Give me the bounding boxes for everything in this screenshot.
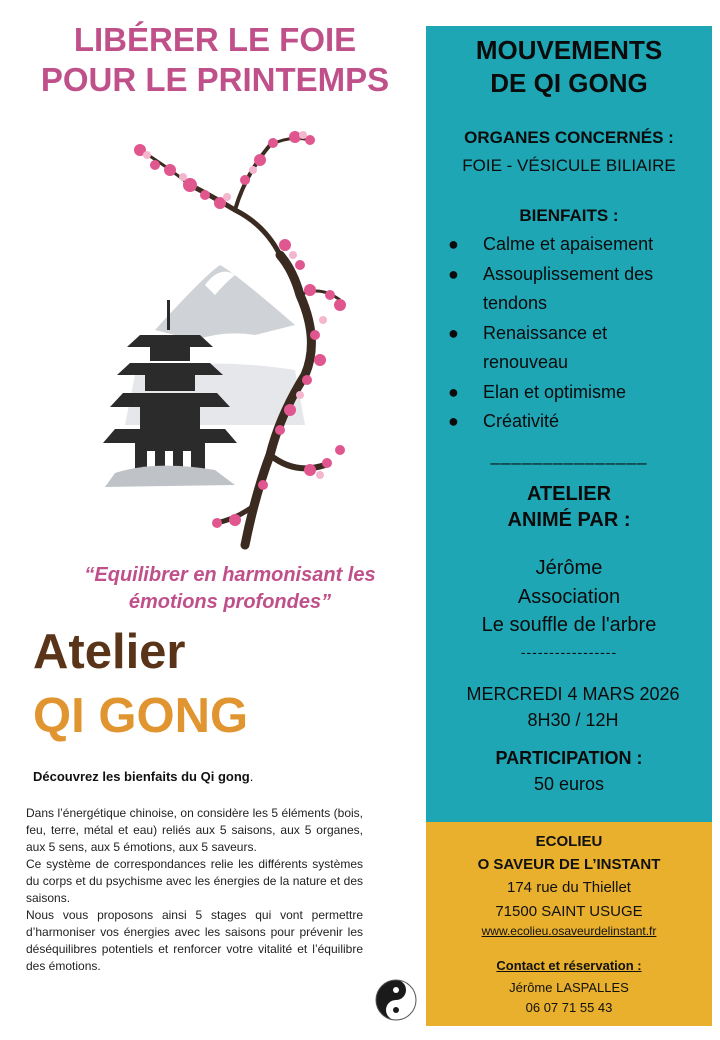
contact-phone[interactable]: 06 07 71 55 43 bbox=[525, 1000, 613, 1015]
participation-heading: PARTICIPATION : bbox=[495, 748, 643, 768]
organs-value: FOIE - VÉSICULE BILIAIRE bbox=[462, 156, 676, 175]
panel-title-line-1: MOUVEMENTS bbox=[475, 35, 663, 65]
benefit-item bbox=[448, 230, 708, 260]
quote-line-1: “Equilibrer en harmonisant les bbox=[84, 564, 376, 586]
discover-line bbox=[33, 769, 253, 784]
benefit-text: renouveau bbox=[483, 352, 569, 372]
contact-details bbox=[426, 978, 712, 1018]
animator-line-1: Jérôme bbox=[535, 557, 603, 579]
bullet-dot-icon: ● bbox=[448, 263, 459, 284]
benefit-text: tendons bbox=[483, 293, 548, 313]
qigong-heading: QI GONG bbox=[33, 689, 249, 743]
pagoda-blossom-painting bbox=[95, 125, 350, 555]
date-line: MERCREDI 4 MARS 2026 bbox=[466, 684, 680, 704]
paragraph-2: Ce système de correspondances relie les différents systèmes du corps et du psychisme avec les énergies de la nature et des saisons. bbox=[26, 857, 363, 905]
discover-bold: Découvrez les bienfaits du Qi gong bbox=[33, 769, 250, 784]
discover-end: . bbox=[249, 769, 254, 784]
address-line-1: 174 rue du Thiellet bbox=[507, 879, 631, 896]
animator-heading-line-1: ATELIER bbox=[526, 483, 612, 505]
venue-panel bbox=[426, 822, 712, 1026]
contact-name: Jérôme LASPALLES bbox=[509, 980, 629, 995]
benefits-list bbox=[448, 230, 708, 437]
main-title bbox=[10, 20, 420, 100]
main-title-line-1: LIBÉRER LE FOIE bbox=[73, 21, 357, 58]
venue-address bbox=[426, 876, 712, 924]
separator-2: ----------------- bbox=[520, 644, 618, 660]
info-panel bbox=[426, 26, 712, 822]
benefit-item bbox=[448, 378, 708, 408]
participation-value: 50 euros bbox=[533, 774, 605, 794]
paragraph-1: Dans l’énergétique chinoise, on considère les 5 éléments (bois, feu, terre, métal et eau) reliés aux 5 saisons, aux 5 organes, aux 5 sens, aux 5 émotions, aux 5 saveurs. bbox=[26, 806, 363, 854]
bullet-dot-icon: ● bbox=[448, 234, 459, 254]
atelier-heading: Atelier bbox=[33, 625, 186, 679]
bullet-dot-icon: ● bbox=[448, 322, 459, 343]
benefit-item bbox=[448, 260, 708, 319]
quote bbox=[40, 562, 420, 616]
venue-name bbox=[426, 830, 712, 876]
quote-line-2: émotions profondes” bbox=[128, 591, 332, 613]
benefit-item bbox=[448, 407, 708, 437]
date-time bbox=[434, 681, 712, 733]
benefit-text: Assouplissement des bbox=[483, 263, 654, 284]
benefit-text: Calme et apaisement bbox=[483, 234, 654, 254]
panel-title-line-2: DE QI GONG bbox=[490, 68, 648, 98]
venue-name-line-1: ECOLIEU bbox=[535, 833, 603, 850]
website-link[interactable]: www.ecolieu.osaveurdelinstant.fr bbox=[481, 924, 657, 938]
animator-value bbox=[426, 554, 712, 640]
time-line: 8H30 / 12H bbox=[527, 710, 619, 730]
animator-heading-line-2: ANIMÉ PAR : bbox=[507, 509, 631, 531]
animator-line-2: Association bbox=[517, 585, 621, 608]
bullet-dot-icon: ● bbox=[448, 381, 459, 402]
panel-title bbox=[426, 34, 712, 100]
paragraph-3: Nous vous proposons ainsi 5 stages qui vont permettre d’harmoniser vos énergies avec les saisons pour prévenir les déséquilibres potentiels et renforcer votre vitalité et l’équilibre des émotions. bbox=[26, 908, 363, 973]
benefit-text: Elan et optimisme bbox=[483, 381, 627, 402]
animator-heading bbox=[426, 481, 712, 533]
benefit-text: Renaissance et bbox=[483, 322, 608, 343]
yin-yang-icon bbox=[374, 978, 418, 1022]
organs-heading: ORGANES CONCERNÉS : bbox=[464, 128, 674, 147]
contact-heading: Contact et réservation : bbox=[496, 958, 642, 973]
body-text bbox=[26, 805, 363, 975]
bullet-dot-icon: ● bbox=[448, 411, 459, 431]
main-title-line-2: POUR LE PRINTEMPS bbox=[40, 61, 390, 98]
benefits-heading: BIENFAITS : bbox=[519, 206, 619, 225]
address-line-2: 71500 SAINT USUGE bbox=[495, 903, 643, 920]
separator-1: _______________ bbox=[490, 446, 648, 465]
benefit-text: Créativité bbox=[483, 411, 560, 431]
venue-name-line-2: O SAVEUR DE L’INSTANT bbox=[477, 856, 661, 873]
benefit-item bbox=[448, 319, 708, 378]
animator-line-3: Le souffle de l'arbre bbox=[481, 614, 657, 636]
